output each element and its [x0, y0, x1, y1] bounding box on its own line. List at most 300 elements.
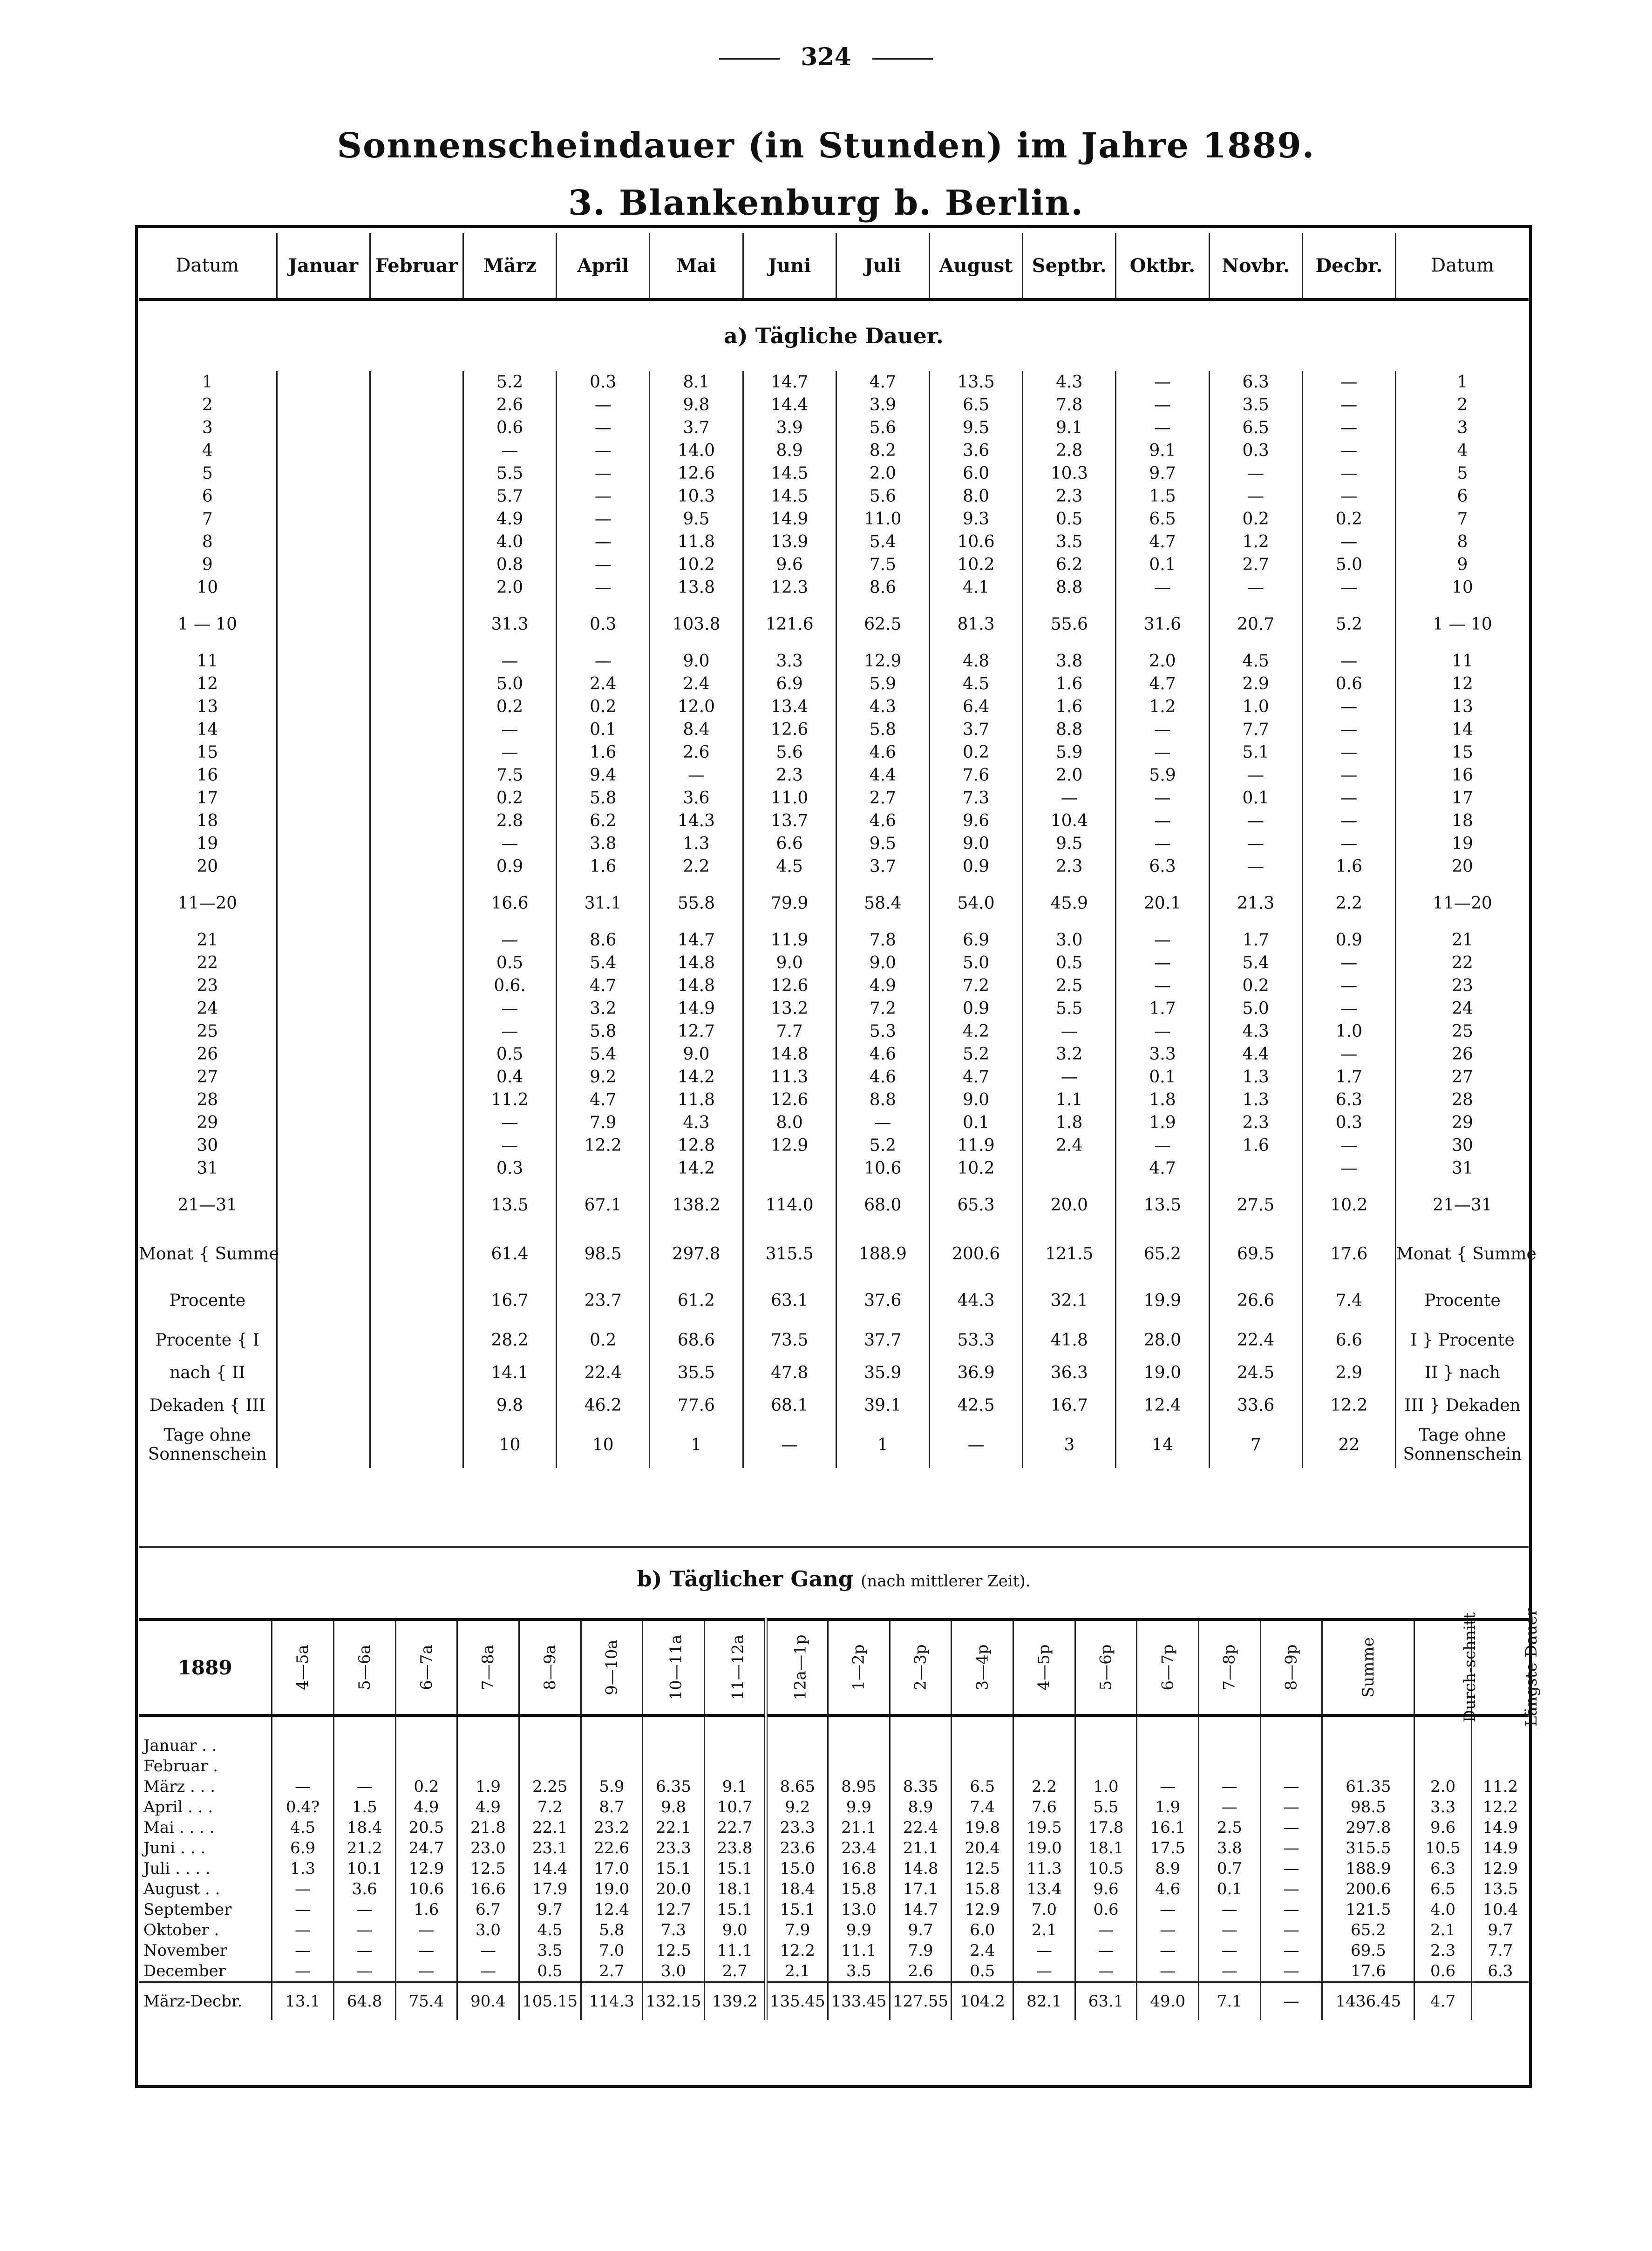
table-cell: 14.8 — [743, 1043, 836, 1066]
column-header — [457, 1619, 519, 1715]
table-cell: 23.0 — [457, 1838, 519, 1858]
column-header — [1013, 1619, 1075, 1715]
table-cell: 9.0 — [929, 832, 1022, 855]
table-cell: 9.4 — [557, 764, 650, 787]
column-header — [272, 1619, 334, 1715]
table-cell — [277, 952, 370, 974]
table-cell: 19.9 — [1116, 1277, 1209, 1324]
table-cell: — — [1199, 1776, 1261, 1797]
table-cell: 8.35 — [890, 1776, 952, 1797]
table-cell: 14.8 — [650, 952, 743, 974]
table-cell: 24 — [139, 997, 277, 1020]
table-cell: 68.6 — [650, 1324, 743, 1356]
section-b-heading — [139, 1546, 1529, 1622]
table-cell — [370, 1194, 463, 1217]
table-cell: — — [1260, 1776, 1322, 1797]
table-row — [139, 1324, 1529, 1356]
table-cell — [1395, 915, 1529, 929]
table-cell: 5.0 — [463, 673, 556, 695]
table-cell: 58.4 — [836, 892, 929, 915]
table-cell: 21.1 — [828, 1817, 890, 1838]
column-header: Januar — [277, 233, 370, 299]
table-cell: 4.6 — [1137, 1879, 1199, 1899]
table-row — [139, 1961, 1529, 1982]
table-cell: 23.6 — [766, 1838, 828, 1858]
table-cell: 2.0 — [1023, 764, 1116, 787]
table-cell: 9.8 — [643, 1797, 705, 1817]
table-cell: März-Decbr. — [139, 1982, 272, 2020]
table-cell: 3.0 — [457, 1920, 519, 1940]
table-cell: 20.0 — [643, 1879, 705, 1899]
table-cell: 5.6 — [836, 416, 929, 439]
table-cell: 10.2 — [929, 553, 1022, 576]
table-cell: 9.0 — [650, 650, 743, 673]
table-cell: 2.9 — [1209, 673, 1302, 695]
table-cell: 13.9 — [743, 530, 836, 553]
table-cell: — — [1260, 1961, 1322, 1982]
table-cell: — — [463, 929, 556, 952]
table-cell: nach { II — [139, 1356, 277, 1389]
table-row — [139, 1157, 1529, 1180]
table-cell: 12.0 — [650, 695, 743, 718]
table-cell: 121.6 — [743, 613, 836, 636]
table-cell: — — [1302, 809, 1395, 832]
table-cell: — — [1137, 1920, 1199, 1940]
table-cell: 2.2 — [1302, 892, 1395, 915]
table-cell — [1395, 878, 1529, 892]
table-row — [139, 695, 1529, 718]
table-cell: 8.9 — [1137, 1858, 1199, 1879]
table-cell: 28 — [1452, 1090, 1473, 1109]
table-cell: 14.2 — [650, 1066, 743, 1088]
table-cell: — — [650, 764, 743, 787]
table-cell: 4.0 — [463, 530, 556, 553]
table-cell: III } Dekaden — [1404, 1395, 1521, 1415]
table-cell: 7.7 — [743, 1020, 836, 1043]
table-cell: 9 — [1457, 555, 1468, 574]
table-row — [139, 1920, 1529, 1940]
table-cell: 12.5 — [952, 1858, 1013, 1879]
table-cell: 67.1 — [557, 1194, 650, 1217]
table-cell: 6.9 — [929, 929, 1022, 952]
table-row — [139, 1982, 1529, 2020]
table-cell: 11 — [139, 650, 277, 673]
table-cell: 0.8 — [463, 553, 556, 576]
table-cell: 1.7 — [1116, 997, 1209, 1020]
table-cell: 1.6 — [395, 1899, 457, 1920]
column-header-label: 12a—1p — [791, 1634, 810, 1700]
table-cell: 53.3 — [929, 1324, 1022, 1356]
table-cell: 8.6 — [557, 929, 650, 952]
table-cell: 1 — 10 — [1433, 615, 1492, 634]
column-header — [1322, 1619, 1414, 1715]
table-cell — [370, 1043, 463, 1066]
table-cell: — — [1260, 1797, 1322, 1817]
table-cell: 200.6 — [929, 1231, 1022, 1277]
table-cell: 15.8 — [828, 1879, 890, 1899]
table-cell: 31.1 — [557, 892, 650, 915]
table-cell: 0.6 — [1414, 1961, 1471, 1982]
table-cell: 5.2 — [836, 1134, 929, 1157]
table-cell — [743, 1180, 836, 1194]
table-cell — [333, 1715, 395, 1735]
table-cell: 14.8 — [890, 1858, 952, 1879]
table-cell — [370, 1134, 463, 1157]
table-cell: 77.6 — [650, 1389, 743, 1421]
table-cell: 30 — [139, 1134, 277, 1157]
table-cell: 1 — 10 — [139, 613, 277, 636]
table-cell — [1137, 1715, 1199, 1735]
table-cell: — — [1302, 530, 1395, 553]
table-cell: 12.4 — [581, 1899, 643, 1920]
column-header: März — [463, 233, 556, 299]
table-cell — [1322, 1735, 1414, 1756]
table-cell — [277, 1180, 370, 1194]
table-cell: 12.7 — [643, 1899, 705, 1920]
table-cell: 5.8 — [581, 1920, 643, 1940]
table-cell: 21—31 — [139, 1194, 277, 1217]
table-cell: — — [333, 1920, 395, 1940]
table-cell: 19.5 — [1013, 1817, 1075, 1838]
table-cell: 3.9 — [743, 416, 836, 439]
table-cell — [277, 1194, 370, 1217]
table-row — [139, 1043, 1529, 1066]
table-cell: 105.15 — [519, 1982, 581, 2020]
table-cell: 20.5 — [395, 1817, 457, 1838]
table-cell: — — [1209, 855, 1302, 878]
table-cell — [650, 1180, 743, 1194]
table-cell: 7 — [1209, 1421, 1302, 1468]
table-cell: 9.5 — [650, 508, 743, 530]
table-cell: — — [1302, 394, 1395, 416]
table-cell: 5.8 — [557, 787, 650, 809]
column-header — [333, 1619, 395, 1715]
table-cell: 5.2 — [1302, 613, 1395, 636]
table-cell: 17.6 — [1302, 1231, 1395, 1277]
table-cell: — — [743, 1421, 836, 1468]
table-row — [139, 613, 1529, 636]
table-cell — [1023, 636, 1116, 650]
table-cell: 9.5 — [836, 832, 929, 855]
table-cell — [836, 915, 929, 929]
table-cell: 7.2 — [519, 1797, 581, 1817]
table-cell: — — [1075, 1961, 1137, 1982]
table-cell: 4.5 — [519, 1920, 581, 1940]
table-cell: 7.4 — [1302, 1277, 1395, 1324]
table-cell: 4.6 — [836, 1066, 929, 1088]
table-cell: 1 — [650, 1421, 743, 1468]
table-cell: 18 — [1452, 811, 1473, 830]
column-header-label: Summe — [1359, 1637, 1378, 1698]
table-cell — [370, 1020, 463, 1043]
table-cell: 26.6 — [1209, 1277, 1302, 1324]
table-cell — [581, 1715, 643, 1735]
table-cell: 4.1 — [929, 576, 1022, 599]
table-cell — [766, 1735, 828, 1756]
table-cell: — — [1199, 1961, 1261, 1982]
table-cell: 12.9 — [836, 650, 929, 673]
table-cell: — — [463, 1134, 556, 1157]
column-header: Decbr. — [1302, 233, 1395, 299]
table-cell: 4.9 — [836, 974, 929, 997]
table-cell — [704, 1715, 766, 1735]
table-cell — [277, 892, 370, 915]
table-cell: — — [557, 416, 650, 439]
table-cell — [370, 929, 463, 952]
table-cell — [370, 878, 463, 892]
table-cell — [370, 1066, 463, 1088]
table-cell: 65.2 — [1322, 1920, 1414, 1940]
table-cell: 20.0 — [1023, 1194, 1116, 1217]
row-label: Tage ohne — [1419, 1426, 1506, 1445]
table-cell: — — [1260, 1838, 1322, 1858]
table-cell: 3.3 — [1414, 1797, 1471, 1817]
table-cell: 5.8 — [557, 1020, 650, 1043]
table-cell: 103.8 — [650, 613, 743, 636]
table-cell — [704, 1735, 766, 1756]
daily-course-table — [139, 1608, 1541, 2020]
table-cell: 0.7 — [1199, 1858, 1261, 1879]
table-cell: 14 — [1116, 1421, 1209, 1468]
table-cell: 5 — [139, 462, 277, 485]
table-cell: 3.3 — [1116, 1043, 1209, 1066]
table-cell: 0.5 — [519, 1961, 581, 1982]
table-cell: 18.1 — [1075, 1838, 1137, 1858]
table-cell: 10.6 — [836, 1157, 929, 1180]
table-cell: 17.0 — [581, 1858, 643, 1879]
table-cell: 21.1 — [890, 1838, 952, 1858]
table-cell: 7.8 — [836, 929, 929, 952]
table-cell: 14.7 — [743, 371, 836, 394]
table-cell: 10.3 — [1023, 462, 1116, 485]
table-cell: — — [1302, 485, 1395, 508]
table-cell: 0.9 — [929, 855, 1022, 878]
table-cell — [272, 1715, 334, 1735]
table-cell: 21 — [139, 929, 277, 952]
column-header: Novbr. — [1209, 233, 1302, 299]
table-row — [139, 1797, 1529, 1817]
table-cell — [581, 1756, 643, 1776]
table-cell — [952, 1715, 1013, 1735]
table-cell: 127.55 — [890, 1982, 952, 2020]
table-cell — [1023, 599, 1116, 613]
table-cell — [277, 741, 370, 764]
table-cell: — — [333, 1940, 395, 1961]
table-cell — [370, 1111, 463, 1134]
table-row — [139, 650, 1529, 673]
table-cell: 0.9 — [1302, 929, 1395, 952]
table-cell: 3.7 — [650, 416, 743, 439]
table-cell: 65.2 — [1116, 1231, 1209, 1277]
table-cell: 3.6 — [333, 1879, 395, 1899]
table-cell: 12.9 — [952, 1899, 1013, 1920]
table-cell: II } nach — [1424, 1363, 1501, 1382]
table-cell: 4.3 — [650, 1111, 743, 1134]
table-row — [139, 1879, 1529, 1899]
column-header: Juli — [836, 233, 929, 299]
table-cell: 10.4 — [1023, 809, 1116, 832]
table-cell: 1.0 — [1302, 1020, 1395, 1043]
table-cell: — — [557, 650, 650, 673]
table-cell: 9.7 — [519, 1899, 581, 1920]
column-header: Februar — [370, 233, 463, 299]
column-header — [1199, 1619, 1261, 1715]
table-cell: 49.0 — [1137, 1982, 1199, 2020]
table-cell: 23.7 — [557, 1277, 650, 1324]
column-header — [1260, 1619, 1322, 1715]
table-cell — [139, 636, 277, 650]
table-cell: 4.0 — [1414, 1899, 1471, 1920]
table-cell — [277, 832, 370, 855]
table-cell — [1209, 636, 1302, 650]
table-cell: 23.8 — [704, 1838, 766, 1858]
table-cell: 13.0 — [828, 1899, 890, 1920]
table-cell — [766, 1715, 828, 1735]
table-cell: 9.8 — [463, 1389, 556, 1421]
table-cell: 4.8 — [929, 650, 1022, 673]
table-cell: 1.8 — [1023, 1111, 1116, 1134]
table-cell: 2.3 — [1023, 855, 1116, 878]
table-cell: — — [1023, 787, 1116, 809]
column-header-label: 6—7a — [417, 1645, 436, 1690]
table-row — [139, 892, 1529, 915]
table-cell: 6.2 — [557, 809, 650, 832]
table-cell — [333, 1735, 395, 1756]
table-cell: 5.9 — [836, 673, 929, 695]
table-cell: 31 — [1452, 1159, 1473, 1178]
table-cell: 19.0 — [581, 1879, 643, 1899]
table-cell: 2.5 — [1199, 1817, 1261, 1838]
table-row — [139, 1899, 1529, 1920]
table-cell: 23 — [139, 974, 277, 997]
table-cell: Monat { Summe — [139, 1231, 277, 1277]
table-cell: 61.2 — [650, 1277, 743, 1324]
table-cell — [836, 599, 929, 613]
table-cell: 13.5 — [1482, 1880, 1518, 1898]
row-label: Sonnenschein — [148, 1445, 267, 1464]
table-cell: 104.2 — [952, 1982, 1013, 2020]
table-cell: 7.7 — [1488, 1941, 1513, 1960]
table-cell: 7.1 — [1199, 1982, 1261, 2020]
table-cell: 14 — [1452, 720, 1473, 739]
table-cell: 4.5 — [1209, 650, 1302, 673]
table-cell: 2.8 — [463, 809, 556, 832]
table-cell: 24 — [1452, 999, 1473, 1018]
table-cell — [277, 1217, 370, 1231]
table-cell: 3.8 — [1199, 1838, 1261, 1858]
table-cell: — — [463, 1020, 556, 1043]
table-cell: — — [1209, 809, 1302, 832]
table-cell — [370, 915, 463, 929]
table-cell: 1.3 — [1209, 1066, 1302, 1088]
table-cell: — — [1137, 1961, 1199, 1982]
table-cell: — — [272, 1961, 334, 1982]
table-row — [139, 1066, 1529, 1088]
table-cell — [277, 718, 370, 741]
table-cell — [370, 1217, 463, 1231]
table-cell: — — [1302, 1043, 1395, 1066]
table-cell: Procente { I — [139, 1324, 277, 1356]
table-row — [139, 997, 1529, 1020]
table-cell: Monat { Summe — [1396, 1244, 1536, 1264]
table-cell: — — [557, 576, 650, 599]
table-cell: — — [1116, 974, 1209, 997]
table-cell: 3.8 — [557, 832, 650, 855]
table-cell: 200.6 — [1322, 1879, 1414, 1899]
table-cell: — — [1116, 929, 1209, 952]
table-cell: Januar . . — [139, 1735, 272, 1756]
table-cell — [277, 613, 370, 636]
table-cell: 0.5 — [952, 1961, 1013, 1982]
table-cell — [1302, 599, 1395, 613]
table-cell: 6.3 — [1116, 855, 1209, 878]
table-cell: 21.2 — [333, 1838, 395, 1858]
table-cell — [1395, 599, 1529, 613]
table-cell: 13.2 — [743, 997, 836, 1020]
column-header: Datum — [1395, 233, 1529, 299]
table-cell — [1395, 636, 1529, 650]
table-cell: — — [1116, 741, 1209, 764]
table-cell: — — [557, 394, 650, 416]
table-row — [139, 636, 1529, 650]
column-header — [890, 1619, 952, 1715]
table-cell: 0.1 — [1116, 1066, 1209, 1088]
table-cell: 5.5 — [463, 462, 556, 485]
table-cell: — — [1199, 1899, 1261, 1920]
table-cell: — — [395, 1961, 457, 1982]
table-cell: 0.2 — [1302, 508, 1395, 530]
table-cell: — — [1116, 787, 1209, 809]
table-cell: 17 — [139, 787, 277, 809]
table-cell: 4.6 — [836, 809, 929, 832]
table-cell: 7.8 — [1023, 394, 1116, 416]
table-cell: 5.9 — [1023, 741, 1116, 764]
table-cell: 6.35 — [643, 1776, 705, 1797]
table-cell — [277, 599, 370, 613]
table-cell: 13.4 — [743, 695, 836, 718]
table-cell: 8.9 — [743, 439, 836, 462]
table-cell: 0.3 — [1302, 1111, 1395, 1134]
table-cell: 20.4 — [952, 1838, 1013, 1858]
table-cell: 17 — [1452, 789, 1473, 808]
table-cell: — — [1302, 718, 1395, 741]
table-cell — [929, 1217, 1022, 1231]
table-cell: 69.5 — [1209, 1231, 1302, 1277]
table-cell: — — [1013, 1940, 1075, 1961]
table-cell: 10.6 — [395, 1879, 457, 1899]
table-cell: 4.6 — [836, 741, 929, 764]
table-cell: 1 — [1457, 373, 1468, 392]
table-cell — [457, 1715, 519, 1735]
table-cell: 14.9 — [650, 997, 743, 1020]
table-cell — [1023, 1157, 1116, 1180]
daily-duration-table — [139, 233, 1536, 1468]
table-cell: 15.1 — [766, 1899, 828, 1920]
table-cell: 1.3 — [1209, 1088, 1302, 1111]
table-cell: 9.5 — [929, 416, 1022, 439]
table-cell — [272, 1735, 334, 1756]
table-row — [139, 741, 1529, 764]
table-cell: 3.8 — [1023, 650, 1116, 673]
table-cell — [277, 915, 370, 929]
table-cell: 5.6 — [836, 485, 929, 508]
table-cell: 6 — [139, 485, 277, 508]
table-cell: 7 — [1457, 510, 1468, 529]
table-cell — [743, 636, 836, 650]
table-cell: 188.9 — [1322, 1858, 1414, 1879]
table-cell: 13.5 — [1116, 1194, 1209, 1217]
table-cell — [277, 1356, 370, 1389]
